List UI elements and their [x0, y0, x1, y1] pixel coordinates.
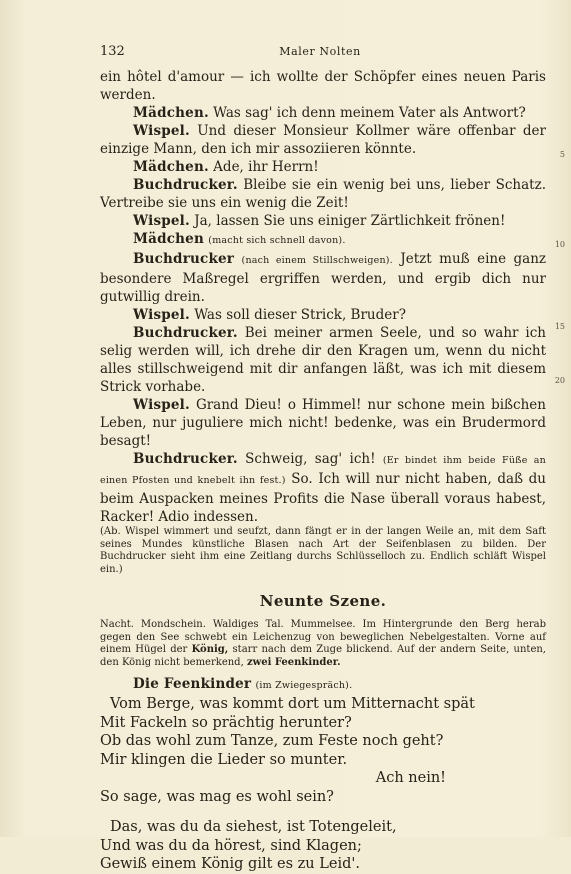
speaker-name: Mädchen.	[133, 159, 209, 175]
speaker-name: Buchdrucker.	[133, 177, 238, 193]
dialogue-line	[100, 306, 546, 324]
dialogue-line	[100, 212, 546, 230]
paragraph	[100, 68, 546, 104]
dialogue-line	[100, 176, 546, 212]
speaker-name: Wispel.	[133, 123, 190, 139]
speaker-name: Mädchen	[133, 231, 204, 247]
stage-direction-block: (Ab. Wispel wimmert und seufzt, dann fängt er in der langen Weile an, mit dem Saft seines Mundes künstliche Blasen nach Art der Seifenblasen zu bilden. Der Buchdrucker sieht ihm eine Zeitlang durchs Schlüsselloch zu. Endlich schläft Wispel ein.)	[100, 526, 546, 575]
dialogue-text: Ade, ihr Herrn!	[213, 159, 319, 175]
character-king: König,	[191, 644, 229, 655]
page-number: 132	[100, 44, 125, 59]
dialogue-text: Jetzt muß eine ganz besondere Maßregel ergriffen werden, und ergib dich nur gutwillig drein.	[100, 251, 546, 305]
running-title: Maler Nolten	[279, 45, 361, 58]
speaker-name: Die Feenkinder	[133, 676, 252, 692]
speaker-name: Wispel.	[133, 397, 190, 413]
dialogue-line	[100, 250, 546, 306]
page-header	[100, 44, 540, 60]
dialogue-text: Was soll dieser Strick, Bruder?	[194, 307, 406, 323]
song-speaker-line	[100, 675, 546, 695]
dialogue-line	[100, 122, 546, 158]
verse-line: Und was du da hörest, sind Klagen;	[100, 837, 362, 854]
verse-line: So sage, was mag es wohl sein?	[100, 788, 334, 805]
speaker-name: Buchdrucker	[133, 251, 235, 267]
dialogue-text: Bleibe sie ein wenig bei uns, lieber Schatz. Vertreibe sie uns ein wenig die Zeit!	[100, 177, 546, 211]
margin-line-number: 20	[554, 376, 565, 385]
dialogue-text: Was sag' ich denn meinem Vater als Antwort?	[213, 105, 526, 121]
verse-line: Ach nein!	[375, 770, 446, 786]
dialogue-text: Ja, lassen Sie uns einiger Zärtlichkeit frönen!	[194, 213, 506, 229]
margin-line-number: 15	[554, 322, 565, 331]
dialogue-line	[100, 396, 546, 450]
scene-description-text: Nacht. Mondschein. Waldiges Tal. Mummelsee. Im Hintergrunde den Berg herab gegen den See schwebt ein Leichenzug von beweglichen Nebelgestalten. Vorne auf einem Hügel der	[100, 619, 546, 655]
margin-line-number: 10	[554, 240, 565, 249]
stage-direction: (Er bindet ihm beide Füße an einen Pfosten und knebelt ihn fest.)	[100, 455, 546, 486]
verse-line: Das, was du da siehest, ist Totengeleit,	[110, 819, 397, 835]
speaker-name: Wispel.	[133, 213, 190, 229]
verse-line: Gewiß einem König gilt es zu Leid'.	[100, 856, 360, 872]
verse-line: Vom Berge, was kommt dort um Mitternacht spät	[110, 696, 475, 712]
speaker-name: Mädchen.	[133, 105, 209, 121]
dialogue-line	[100, 324, 546, 396]
dialogue-text: So. Ich will nur nicht haben, daß du beim Auspacken meines Profits die Nase überall voraus habest, Racker! Adio indessen.	[100, 471, 546, 525]
scene-description-text: starr nach dem Zuge blickend. Auf der andern Seite, unten, den König nicht bemerkend,	[100, 644, 546, 668]
dialogue-text: Grand Dieu! o Himmel! nur schone mein bißchen Leben, nur jugulierе mich nicht! bedenke, was ein Brudermord besagt!	[100, 397, 546, 449]
character-feenkinder: zwei Feenkinder.	[246, 656, 341, 668]
verse-line: Mit Fackeln so prächtig herunter?	[100, 714, 352, 731]
scene-description	[100, 619, 546, 669]
stage-direction: (im Zwiegespräch).	[255, 680, 353, 691]
paragraph-text: ein hôtel d'amour — ich wollte der Schöpfer eines neuen Paris werden.	[100, 69, 546, 103]
dialogue-text: Schweig, sag' ich!	[245, 451, 376, 467]
speaker-name: Buchdrucker.	[133, 451, 238, 467]
verse-line: Mir klingen die Lieder so munter.	[100, 751, 348, 768]
dialogue-line	[100, 450, 546, 526]
dialogue-line	[100, 158, 546, 176]
verse-line: Ob das wohl zum Tanze, zum Feste noch geht?	[100, 733, 444, 749]
dialogue-text: Bei meiner armen Seele, und so wahr ich selig werden will, ich drehe dir den Kragen um, wenn du nicht alles stillschweigend mit dir anfangen läßt, was ich mit diesem Strick vorhabe.	[100, 325, 546, 395]
speaker-name: Buchdrucker.	[133, 325, 238, 341]
margin-line-number: 5	[559, 150, 565, 159]
speaker-name: Wispel.	[133, 307, 190, 323]
dialogue-line	[100, 230, 546, 250]
dialogue-line	[100, 104, 546, 122]
page-text	[100, 68, 546, 874]
stage-direction: (nach einem Stillschweigen).	[241, 255, 393, 266]
scene-heading: Neunte Szene.	[259, 592, 387, 610]
dialogue-text: Und dieser Monsieur Kollmer wäre offenbar der einzige Mann, den ich mir assoziieren könnte.	[100, 123, 546, 157]
stage-direction: (macht sich schnell davon).	[208, 235, 346, 246]
